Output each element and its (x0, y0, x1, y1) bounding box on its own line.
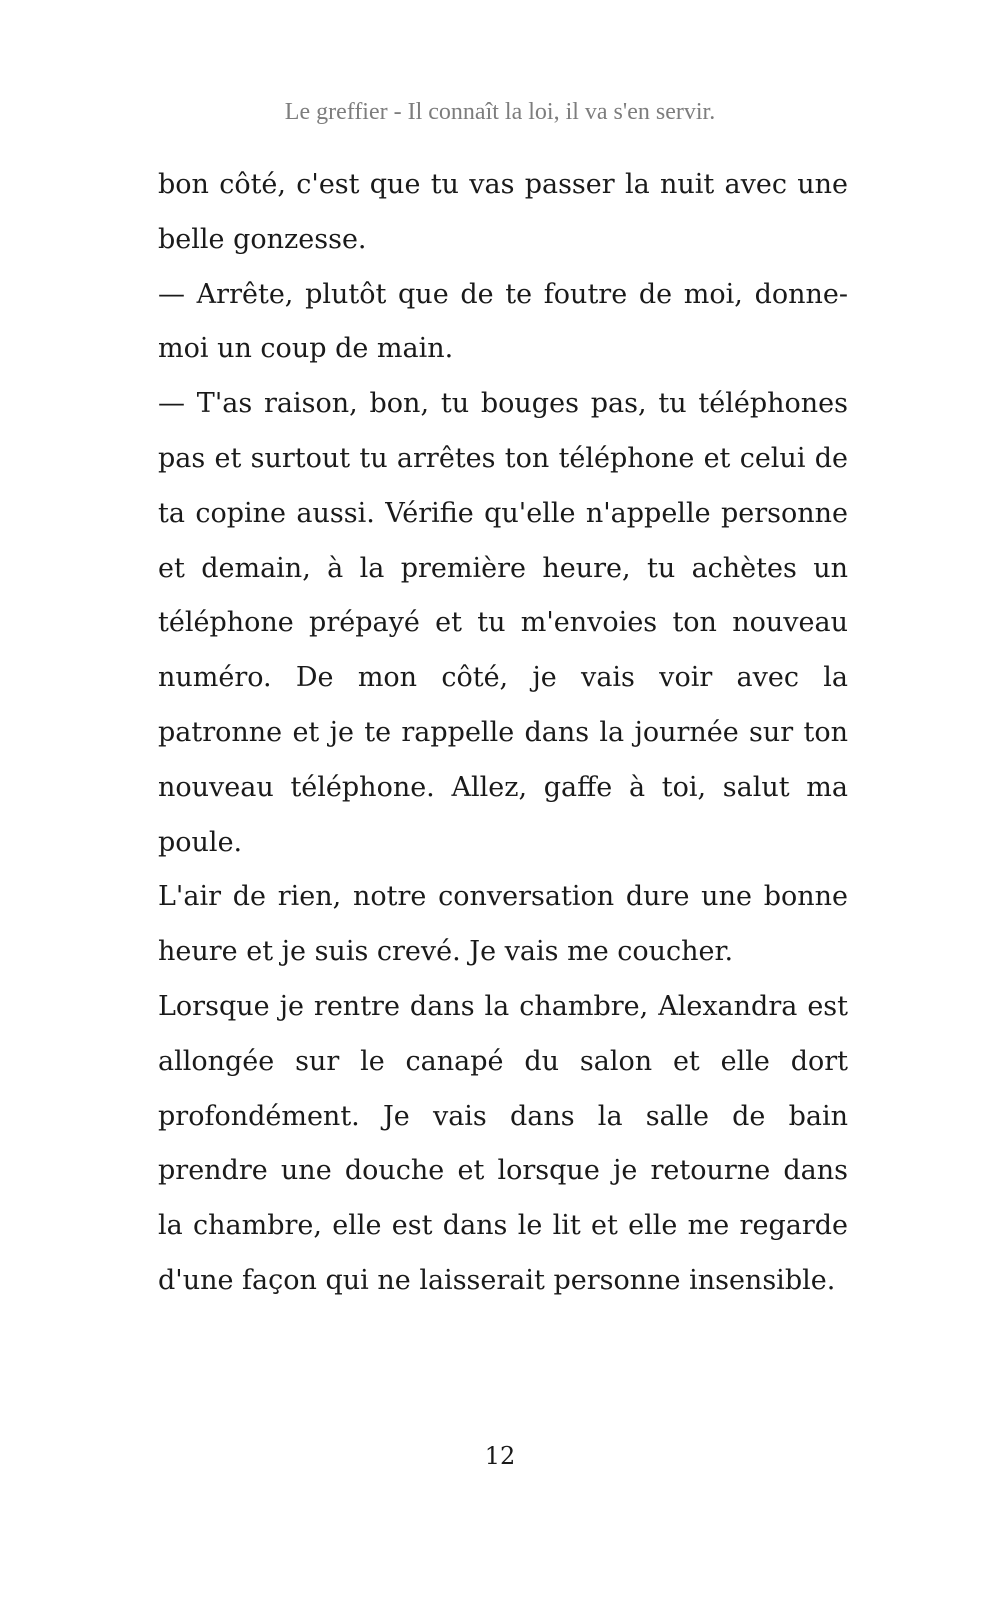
paragraph: — T'as raison, bon, tu bouges pas, tu téléphones pas et surtout tu arrêtes ton téléphone et celui de ta copine aussi. Vérifie qu'elle n'appelle personne et demain, à la première heure, tu achètes un téléphone prépayé et tu m'envoies ton nouveau numéro. De mon côté, je vais voir avec la patronne et je te rappelle dans la journée sur ton nouveau téléphone. Allez, gaffe à toi, salut ma poule. (158, 388, 848, 858)
paragraph: bon côté, c'est que tu vas passer la nuit avec une belle gonzesse. (158, 169, 848, 255)
paragraph: — Arrête, plutôt que de te foutre de moi, donne-moi un coup de main. (158, 278, 848, 365)
running-header: Le greffier - Il connaît la loi, il va s'en servir. (284, 99, 716, 125)
paragraph: Lorsque je rentre dans la chambre, Alexandra est allongée sur le canapé du salon et elle dort profondément. Je vais dans la salle de bain prendre une douche et lorsque je retourne dans la chambre, elle est dans le lit et elle me regarde d'une façon qui ne laisserait personne insensible. (158, 990, 848, 1296)
paragraph: L'air de rien, notre conversation dure une bonne heure et je suis crevé. Je vais me coucher. (158, 881, 848, 968)
page-number: 12 (484, 1442, 516, 1470)
body-text (158, 158, 848, 1309)
